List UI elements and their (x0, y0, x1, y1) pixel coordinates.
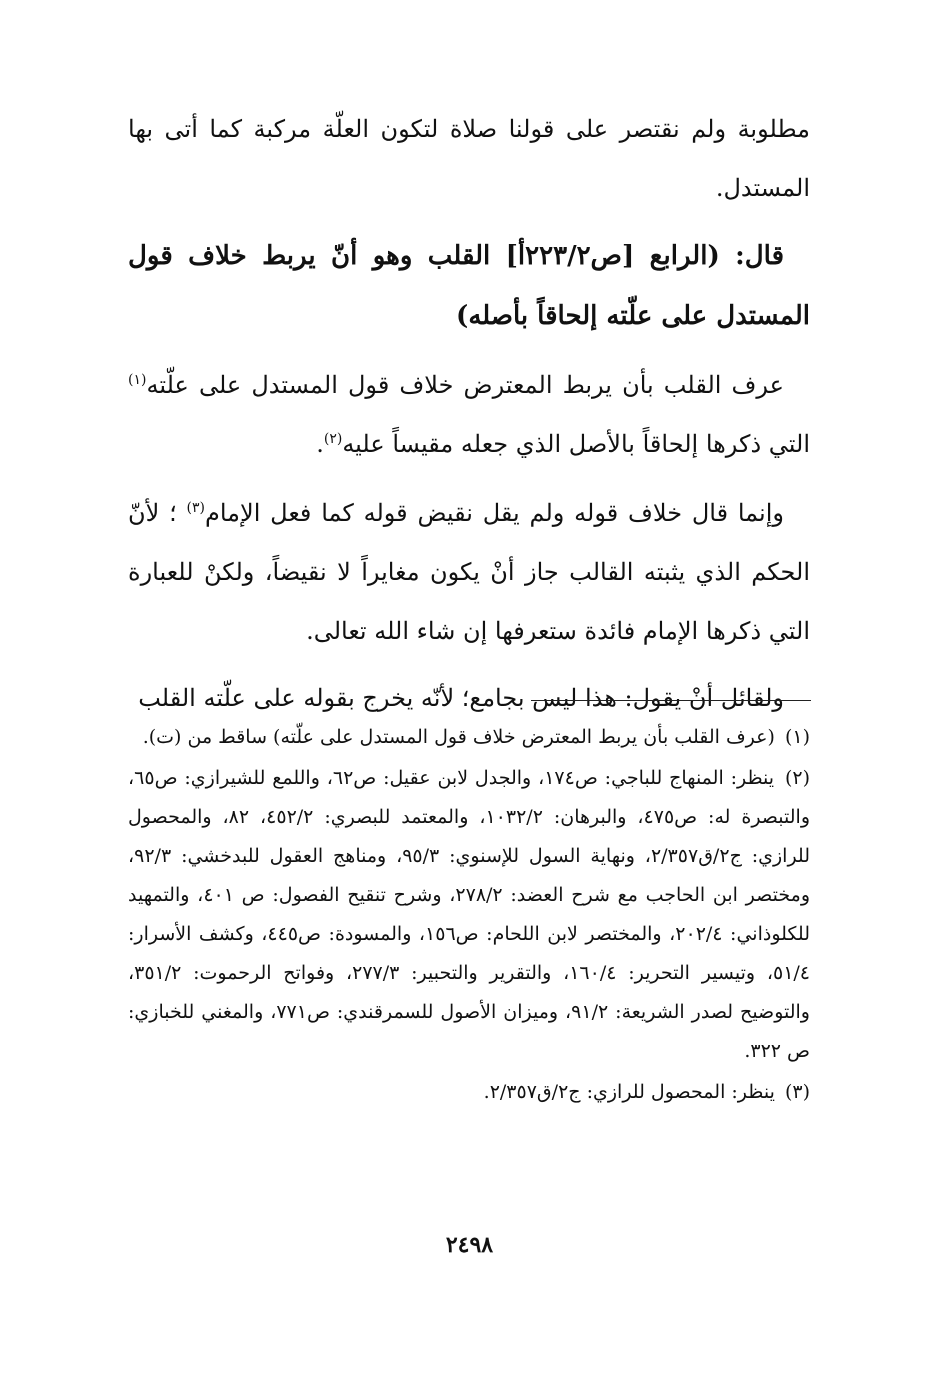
paragraph-2-part-a: عرف القلب بأن يربط المعترض خلاف قول المستدل على علّته (146, 371, 784, 399)
footnote-text: ينظر: المحصول للرازي: ج٢/ق٢/٣٥٧. (483, 1081, 775, 1103)
paragraph-4: ولقائل أنْ يقول: هذا ليس بجامع؛ لأنّه يخرج بقوله على علّته القلب (138, 684, 784, 712)
heading-prefix: قال: (719, 241, 785, 271)
paragraph-3-part-a: وإنما قال خلاف قوله ولم يقل نقيض قوله كما فعل الإمام (205, 499, 784, 527)
paragraph-2-part-c: . (316, 430, 324, 458)
footnote-ref-1[interactable]: (١) (128, 372, 147, 388)
page-number: ٢٤٩٨ (445, 1232, 494, 1258)
footnote-3 (128, 1073, 810, 1112)
footnote-number: (٣) (784, 1081, 810, 1103)
footnote-number: (١) (784, 726, 810, 748)
footnote-1 (128, 718, 810, 757)
footnote-ref-2[interactable]: (٢) (323, 431, 343, 447)
paragraph-3-part-b: ؛ لأنّ الحكم الذي يثبته القالب جاز أنْ يكون مغايراً لا نقيضاً، ولكنْ للعبارة التي ذكرها الإمام فائدة ستعرفها إن شاء الله تعالى. (128, 499, 810, 645)
paragraph-2 (128, 356, 810, 474)
footnotes (128, 718, 810, 1114)
footnote-number: (٢) (784, 767, 811, 789)
paragraph-2-part-b: التي ذكرها إلحاقاً بالأصل الذي جعله مقيساً عليه (342, 430, 810, 458)
footnote-text: (عرف القلب بأن يربط المعترض خلاف قول المستدل على علّته) ساقط من (ت). (142, 726, 775, 748)
footnote-ref-3[interactable]: (٣) (186, 500, 205, 516)
footnote-text: ينظر: المنهاج للباجي: ص١٧٤، والجدل لابن عقيل: ص٦٢، واللمع للشيرازي: ص٦٥، والتبصرة له: ص٤٧٥، والبرهان: ١٠٣٢/٢، والمعتمد للبصري: ٤٥٢/٢، ٨٢، والمحصول للرازي: ج٢/ق٢/٣٥٧، ونهاية السول للإسنوي: ٩٥/٣، ومناهج العقول للبدخشي: ٩٢/٣، ومختصر ابن الحاجب مع شرح العضد: ٢٧٨/٢، وشرح تنقيح الفصول: ص ٤٠١، والتمهيد للكلوذاني: ٢٠٢/٤، والمختصر لابن اللحام: ص١٥٦، والمسودة: ص٤٤٥، وكشف الأسرار: ٥١/٤، وتيسير التحرير: ١٦٠/٤، والتقرير والتحبير: ٢٧٧/٣، وفواتح الرحموت: ٣٥١/٢، والتوضيح لصدر الشريعة: ٩١/٢، وميزان الأصول للسمرقندي: ص٧٧١، والمغني للخبازي: ص ٣٢٢. (128, 767, 811, 1062)
paragraph-3 (128, 484, 810, 661)
paragraph-1: مطلوبة ولم نقتصر على قولنا صلاة لتكون العلّة مركبة كما أتى بها المستدل. (128, 115, 810, 202)
heading-text: (الرابع [ص٢٢٣/٢أ] القلب وهو أنّ يربط خلاف قول المستدل على علّته إلحاقاً بأصله) (128, 241, 810, 331)
main-text (128, 100, 810, 728)
section-heading (128, 226, 810, 346)
footnote-separator (531, 700, 811, 701)
footnote-2 (128, 759, 810, 1071)
